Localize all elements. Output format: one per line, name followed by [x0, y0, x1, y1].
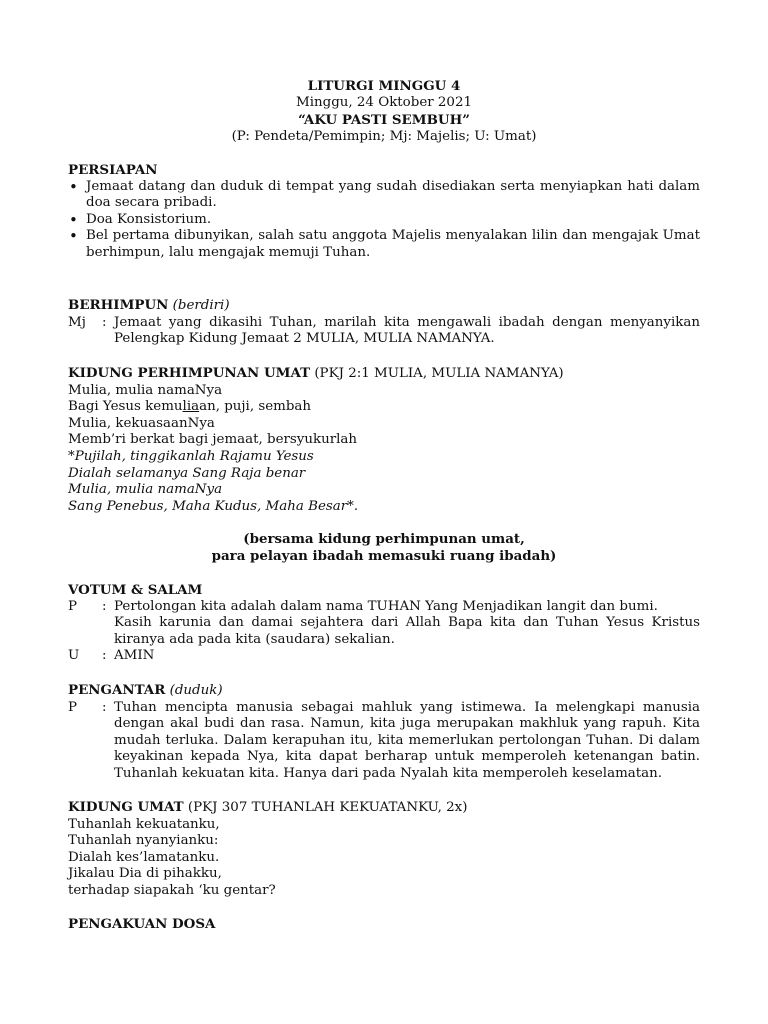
lyric-line: *Pujilah, tinggikanlah Rajamu Yesus — [68, 448, 314, 464]
dialogue-line — [68, 648, 700, 665]
section-kidung-umat — [68, 799, 700, 900]
lyric-line: Tuhanlah nyanyianku: — [68, 833, 219, 849]
lyric-line: Mulia, mulia namaNya — [68, 482, 223, 498]
posture-note: (berdiri) — [172, 298, 230, 313]
section-pengakuan — [68, 916, 700, 933]
lyric-line: Dialah selamanya Sang Raja benar — [68, 465, 306, 481]
lyric-line: Memb’ri berkat bagi jemaat, bersyukurlah — [68, 432, 358, 448]
section-heading: VOTUM & SALAM — [68, 582, 203, 598]
lyric-line: Jikalau Dia di pihakku, — [68, 866, 222, 882]
section-persiapan — [68, 162, 700, 262]
section-heading-line — [68, 297, 700, 315]
hymn-reference: (PKJ 2:1 MULIA, MULIA NAMANYA) — [310, 366, 564, 381]
speaker-label: Mj — [68, 314, 86, 330]
section-heading: PENGAKUAN DOSA — [68, 916, 216, 932]
list-item: • Jemaat datang dan duduk di tempat yang sudah disediakan serta menyiapkan hati dalam doa secara pribadi. — [68, 179, 700, 212]
speaker-label: P — [68, 598, 78, 614]
dialogue-line — [68, 599, 700, 649]
lyric-line: Dialah kes’lamatanku. — [68, 849, 220, 865]
section-heading: BERHIMPUN — [68, 297, 169, 313]
dialogue-line — [68, 315, 700, 348]
lyric-line: Tuhanlah kekuatanku, — [68, 816, 220, 832]
dialogue-text: Jemaat yang dikasihi Tuhan, marilah kita mengawali ibadah dengan menyanyikan Pelengkap Kidung Jemaat 2 MULIA, MULIA NAMANYA. — [114, 314, 700, 347]
document-header — [0, 78, 768, 146]
section-heading-line — [68, 365, 700, 383]
greeting-text: Kasih karunia dan damai sejahtera dari Allah Bapa kita dan Tuhan Yesus Kristus kiranya ada pada kita (saudara) sekalian. — [114, 615, 700, 647]
service-date: Minggu, 24 Oktober 2021 — [296, 95, 472, 110]
list-item: • Bel pertama dibunyikan, salah satu anggota Majelis menyalakan lilin dan mengajak Umat berhimpun, lalu mengajak memuji Tuhan. — [68, 228, 700, 261]
section-pengantar — [68, 682, 700, 783]
speaker-label: P — [68, 699, 78, 715]
section-heading: KIDUNG PERHIMPUNAN UMAT — [68, 365, 311, 381]
lyric-line: Mulia, kekuasaanNya — [68, 415, 215, 431]
service-theme: “AKU PASTI SEMBUH” — [298, 112, 470, 128]
section-heading-line — [68, 682, 700, 700]
speaker-colon: : — [102, 699, 107, 715]
list-item: • Doa Konsistorium. — [68, 212, 700, 229]
rubric-line: (bersama kidung perhimpunan umat, — [243, 531, 525, 548]
votum-text: Pertolongan kita adalah dalam nama TUHAN Yang Menjadikan langit dan bumi. — [114, 598, 658, 614]
dialogue-line — [68, 700, 700, 783]
role-legend: (P: Pendeta/Pemimpin; Mj: Majelis; U: Umat) — [231, 129, 537, 144]
section-heading: PERSIAPAN — [68, 162, 158, 178]
section-votum — [68, 582, 700, 665]
lyric-fragment: an, puji, sembah — [199, 399, 312, 415]
lyric-line — [68, 399, 700, 416]
section-heading: KIDUNG UMAT — [68, 799, 184, 815]
lyric-line: Sang Penebus, Maha Kudus, Maha Besar*. — [68, 498, 359, 514]
lyric-line: Mulia, mulia namaNya — [68, 382, 223, 398]
section-heading-line — [68, 799, 700, 817]
response-text: AMIN — [114, 648, 155, 664]
section-heading: PENGANTAR — [68, 682, 166, 698]
document-title: LITURGI MINGGU 4 — [307, 78, 461, 94]
speaker-colon: : — [102, 648, 107, 664]
hymn-reference: (PKJ 307 TUHANLAH KEKUATANKU, 2x) — [183, 800, 468, 815]
section-kidung-perhimpunan — [68, 365, 700, 565]
dialogue-text: Tuhan mencipta manusia sebagai mahluk yang istimewa. Ia melengkapi manusia dengan akal budi dan rasa. Namun, kita juga merupakan makhluk yang rapuh. Kita mudah terluka. Dalam kerapuhan itu, kita memerlukan pertolongan Tuhan. Di dalam keyakinan kepada Nya, kita dapat berharap untuk memperoleh ketenangan batin. Tuhanlah kekuatan kita. Hanya dari pada Nyalah kita memperoleh keselamatan. — [114, 699, 700, 781]
preparation-list — [68, 179, 700, 262]
speaker-colon: : — [102, 598, 107, 614]
dialogue-text — [114, 599, 700, 649]
lyric-line: terhadap siapakah ‘ku gentar? — [68, 882, 276, 898]
rubric-line: para pelayan ibadah memasuki ruang ibadah) — [211, 547, 557, 564]
section-berhimpun — [68, 297, 700, 348]
lyric-underlined: lia — [182, 399, 200, 415]
lyric-fragment: Bagi Yesus kemu — [68, 399, 183, 415]
speaker-label: U — [68, 648, 80, 664]
speaker-colon: : — [102, 314, 107, 330]
posture-note: (duduk) — [169, 683, 223, 698]
